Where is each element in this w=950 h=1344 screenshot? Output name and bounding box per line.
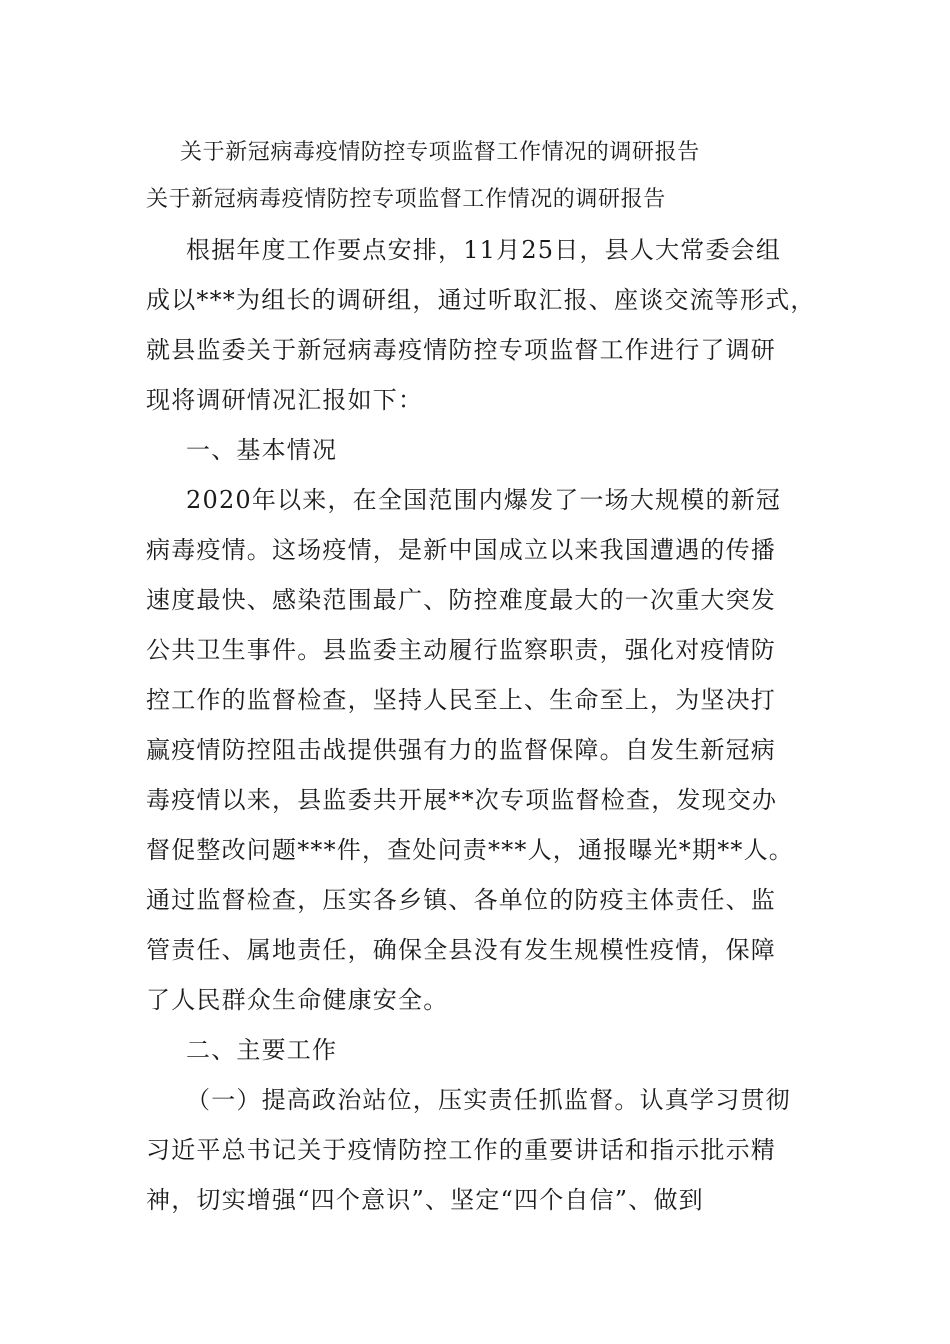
paragraph-line: 现将调研情况汇报如下： [146, 386, 424, 414]
paragraph-line: 成以***为组长的调研组，通过听取汇报、座谈交流等形式， [146, 286, 816, 314]
paragraph-line: 就县监委关于新冠病毒疫情防控专项监督工作进行了调研 [146, 336, 776, 364]
paragraph-line: 毒疫情以来，县监委共开展**次专项监督检查，发现交办 [146, 786, 778, 814]
paragraph-line: 管责任、属地责任，确保全县没有发生规模性疫情，保障 [146, 936, 776, 964]
section-heading-basic: 一、基本情况 [186, 436, 338, 464]
section-heading-main-work: 二、主要工作 [186, 1036, 338, 1064]
paragraph-line: 公共卫生事件。县监委主动履行监察职责，强化对疫情防 [146, 636, 776, 664]
paragraph-line: 控工作的监督检查，坚持人民至上、生命至上，为坚决打 [146, 686, 776, 714]
paragraph-line: 习近平总书记关于疫情防控工作的重要讲话和指示批示精 [146, 1136, 776, 1164]
paragraph-line: 根据年度工作要点安排，11月25日，县人大常委会组 [186, 236, 782, 264]
paragraph-line: 2020年以来，在全国范围内爆发了一场大规模的新冠 [186, 486, 782, 514]
document-title: 关于新冠病毒疫情防控专项监督工作情况的调研报告 [180, 140, 700, 165]
document-title-repeat: 关于新冠病毒疫情防控专项监督工作情况的调研报告 [146, 187, 666, 212]
paragraph-line: 病毒疫情。这场疫情，是新中国成立以来我国遭遇的传播 [146, 536, 776, 564]
paragraph-line: 速度最快、感染范围最广、防控难度最大的一次重大突发 [146, 586, 776, 614]
paragraph-line: （一）提高政治站位，压实责任抓监督。认真学习贯彻 [186, 1086, 791, 1114]
paragraph-line: 赢疫情防控阻击战提供强有力的监督保障。自发生新冠病 [146, 736, 776, 764]
paragraph-line: 神，切实增强“四个意识”、坚定“四个自信”、做到 [146, 1186, 704, 1214]
paragraph-line: 通过监督检查，压实各乡镇、各单位的防疫主体责任、监 [146, 886, 776, 914]
paragraph-line: 了人民群众生命健康安全。 [146, 986, 449, 1014]
paragraph-line: 督促整改问题***件，查处问责***人，通报曝光*期**人。 [146, 836, 794, 864]
